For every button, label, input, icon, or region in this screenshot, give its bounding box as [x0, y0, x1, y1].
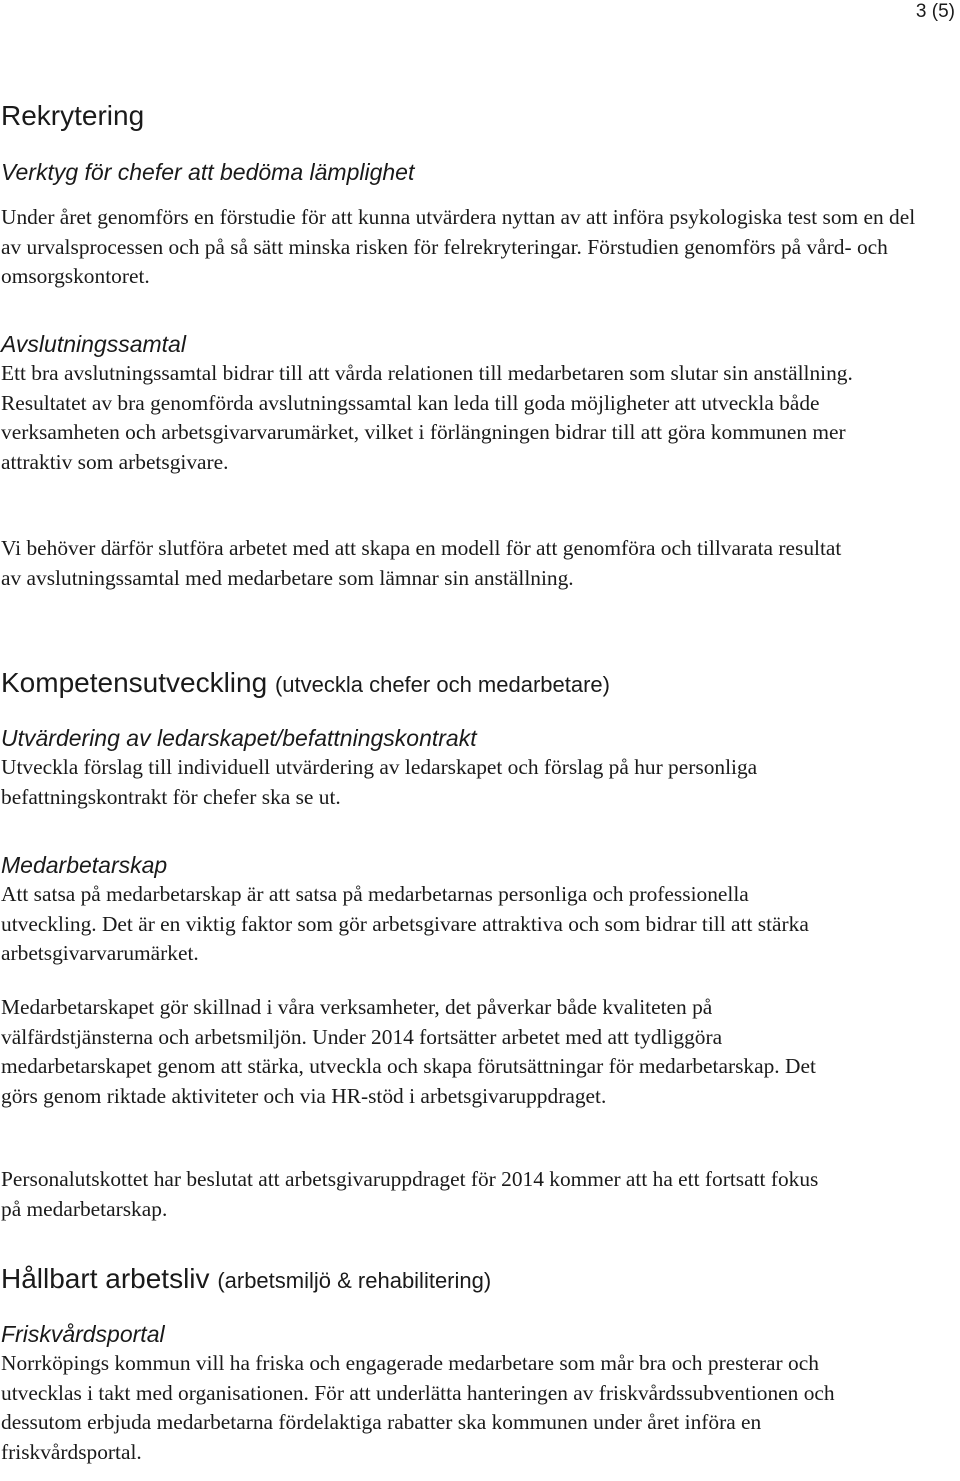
subheading-verktyg: Verktyg för chefer att bedöma lämplighet: [1, 159, 415, 185]
section-heading-rekrytering: Rekrytering: [1, 100, 145, 131]
paragraph-avslutningssamtal-2: Vi behöver därför slutföra arbetet med att skapa en modell för att genomföra och tillvarata resultat av avslutningssamtal med medarbetare som lämnar sin anställning.: [1, 536, 842, 590]
section-heading-kompetensutveckling: [1, 666, 610, 702]
paragraph-avslutningssamtal-1: Ett bra avslutningssamtal bidrar till att vårda relationen till medarbetaren som slutar sin anställning. Resultatet av bra genomförda avslutningssamtal kan leda till goda möjligheter att utveckla både verksamheten och arbetsgivarvarumärket, vilket i förlängningen bidrar till att göra kommunen mer attraktiv som arbetsgivare.: [1, 361, 853, 474]
section-heading-hallbart-arbetsliv: [1, 1262, 491, 1298]
section-heading-hallbart-title: Hållbart arbetsliv: [1, 1263, 210, 1294]
subheading-utvardering: Utvärdering av ledarskapet/befattningskontrakt: [1, 725, 477, 751]
subheading-avslutningssamtal: Avslutningssamtal: [1, 331, 186, 357]
section-heading-hallbart-paren: (arbetsmiljö & rehabilitering): [217, 1268, 492, 1293]
paragraph-medarbetarskap-1: Att satsa på medarbetarskap är att satsa på medarbetarnas personliga och professionella utveckling. Det är en viktig faktor som gör arbetsgivare attraktiva och som bidrar till att stärka arbetsgivarvarumärket.: [1, 882, 809, 965]
page-number: 3 (5): [915, 1, 955, 22]
paragraph-friskvardsportal: Norrköpings kommun vill ha friska och engagerade medarbetare som mår bra och presterar och utvecklas i takt med organisationen. För att underlätta hanteringen av friskvårdssubventionen och dessutom erbjuda medarbetarna fördelaktiga rabatter ska kommunen under året införa en friskvårdsportal.: [1, 1351, 835, 1464]
paragraph-utvardering: Utveckla förslag till individuell utvärdering av ledarskapet och förslag på hur personliga befattningskontrakt för chefer ska se ut.: [1, 755, 758, 809]
section-heading-kompetensutveckling-paren: (utveckla chefer och medarbetare): [274, 672, 610, 697]
paragraph-medarbetarskap-3: Personalutskottet har beslutat att arbetsgivaruppdraget för 2014 kommer att ha ett fortsatt fokus på medarbetarskap.: [1, 1167, 819, 1221]
paragraph-medarbetarskap-2: Medarbetarskapet gör skillnad i våra verksamheter, det påverkar både kvaliteten på välfärdstjänsterna och arbetsmiljön. Under 2014 fortsätter arbetet med att tydliggöra medarbetarskapet genom att stärka, utveckla och skapa förutsättningar för medarbetarskap. Det görs genom riktade aktiviteter och via HR-stöd i arbetsgivaruppdraget.: [1, 995, 816, 1108]
subheading-medarbetarskap: Medarbetarskap: [1, 852, 168, 878]
paragraph-verktyg: Under året genomförs en förstudie för att kunna utvärdera nyttan av att införa psykologiska test som en del av urvalsprocessen och på så sätt minska risken för felrekryteringar. Förstudien genomförs på vård- och omsorgskontoret.: [1, 205, 916, 288]
subheading-friskvardsportal: Friskvårdsportal: [1, 1321, 165, 1347]
section-heading-kompetensutveckling-title: Kompetensutveckling: [1, 667, 268, 698]
